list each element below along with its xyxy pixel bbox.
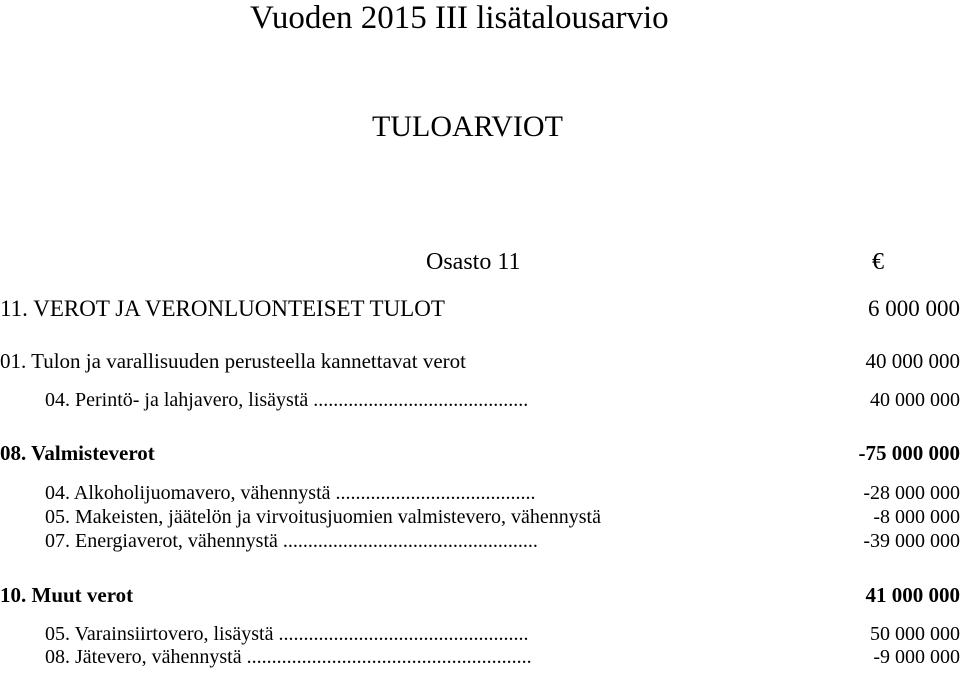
- currency-symbol: €: [872, 250, 884, 274]
- item-label: 08. Jätevero, vähennystä .........................................................: [45, 647, 532, 667]
- main-category-row: [0, 297, 960, 325]
- main-category-amount: 6 000 000: [868, 297, 960, 320]
- item-amount: -28 000 000: [863, 483, 960, 503]
- item-label: 07. Energiaverot, vähennystä ...................................................: [45, 531, 538, 551]
- section-title: TULOARVIOT: [372, 112, 563, 142]
- group-amount: 41 000 000: [866, 585, 960, 606]
- group-label: 01. Tulon ja varallisuuden perusteella kannettavat verot: [0, 351, 466, 372]
- group-amount: 40 000 000: [866, 351, 960, 372]
- item-label: 04. Perintö- ja lahjavero, lisäystä ...........................................: [45, 390, 528, 410]
- document-title: Vuoden 2015 III lisätalousarvio: [250, 2, 669, 35]
- item-row: [0, 531, 960, 559]
- item-row: [0, 390, 960, 418]
- department-label: Osasto 11: [426, 250, 520, 274]
- group-label: 10. Muut verot: [0, 585, 133, 606]
- item-label: 04. Alkoholijuomavero, vähennystä ........................................: [45, 483, 536, 503]
- group-row-10: [0, 585, 960, 613]
- group-row-01: [0, 351, 960, 379]
- item-amount: -8 000 000: [873, 507, 960, 527]
- item-label: 05. Varainsiirtovero, lisäystä ..................................................: [45, 624, 528, 644]
- main-category-label: 11. VEROT JA VERONLUONTEISET TULOT: [0, 297, 445, 320]
- item-amount: -39 000 000: [863, 531, 960, 551]
- item-amount: -9 000 000: [873, 647, 960, 667]
- group-label: 08. Valmisteverot: [0, 443, 155, 464]
- group-amount: -75 000 000: [859, 443, 960, 464]
- item-amount: 50 000 000: [870, 624, 960, 644]
- item-amount: 40 000 000: [870, 390, 960, 410]
- group-row-08: [0, 443, 960, 471]
- item-label: 05. Makeisten, jäätelön ja virvoitusjuomien valmistevero, vähennystä: [45, 507, 601, 527]
